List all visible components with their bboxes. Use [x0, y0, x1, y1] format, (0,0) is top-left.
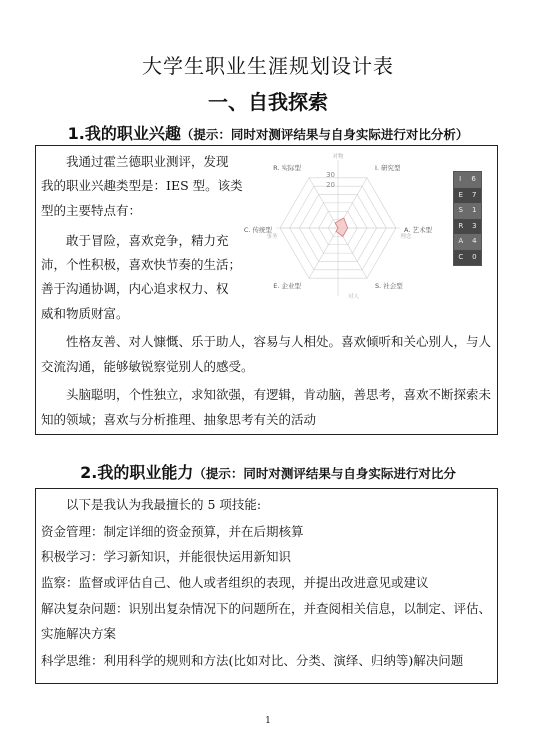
legend-row	[454, 250, 481, 266]
interest-line: 我通过霍兰德职业测评，发现	[66, 154, 229, 169]
radar-dimension-label: 理念	[400, 234, 412, 240]
ability-heading-main: 2.我的职业能力	[80, 463, 194, 482]
ability-line: 科学思维：利用科学的规则和方法(比如对比、分类、演绎、归纳等)解决问题	[41, 653, 464, 668]
interest-line: 性格友善、对人慷慨、乐于助人，容易与人相处。喜欢倾听和关心别人，与人	[66, 334, 492, 349]
radar-axis-label: E. 企业型	[273, 282, 301, 291]
ability-line: 资金管理：制定详细的资金预算，并在后期核算	[41, 524, 304, 539]
legend-value: 3	[472, 221, 477, 230]
legend-value: 7	[472, 190, 477, 199]
ability-line: 监察：监督或评估自己、他人或者组织的表现，并提出改进意见或建议	[41, 575, 429, 590]
ability-line: 以下是我认为我最擅长的 5 项技能:	[66, 497, 262, 512]
interest-box	[35, 145, 498, 435]
radar-axis-label: R. 实际型	[273, 163, 301, 172]
section-title: 一、自我探索	[208, 90, 328, 114]
ability-box	[35, 488, 498, 684]
holland-radar-chart	[243, 148, 432, 306]
radar-scale-label: 30	[326, 171, 335, 179]
interest-line: 善于沟通协调，内心追求权力、权	[41, 281, 229, 296]
ranking-legend	[453, 171, 482, 266]
legend-row	[454, 172, 481, 188]
interest-line: 型的主要特点有：	[41, 203, 142, 218]
interest-heading-main: 1.我的职业兴趣	[67, 124, 181, 143]
radar-scale-label: 20	[326, 181, 335, 189]
legend-value: 1	[472, 206, 477, 214]
interest-line: 敢于冒险，喜欢竞争，精力充	[66, 233, 229, 248]
document-title: 大学生职业生涯规划设计表	[142, 54, 394, 78]
ability-line: 积极学习：学习新知识，并能很快运用新知识	[41, 549, 292, 564]
interest-line: 头脑聪明，个性独立，求知欲强，有逻辑，肯动脑，善思考，喜欢不断探索未	[66, 387, 492, 402]
legend-code: R	[458, 221, 464, 230]
legend-row	[454, 188, 481, 204]
legend-value: 4	[472, 237, 477, 245]
interest-line: 我的职业兴趣类型是：IES 型。该类	[41, 178, 243, 193]
radar-axis-label: C. 传统型	[243, 226, 272, 234]
ability-line: 实施解决方案	[41, 626, 117, 641]
legend-value: 6	[471, 175, 476, 183]
interest-line: 沛，个性积极，喜欢快节奏的生活；	[41, 257, 242, 272]
interest-heading-hint: （提示：同时对测评结果与自身实际进行对比分析）	[180, 127, 469, 142]
legend-value: 0	[472, 252, 477, 261]
interest-line: 交流沟通，能够敏锐察觉别人的感受。	[41, 359, 254, 374]
interest-heading	[0, 121, 536, 144]
legend-row	[454, 219, 481, 235]
radar-dimension-label: 对物	[332, 154, 344, 160]
interest-line: 知的领域；喜欢与分析推理、抽象思考有关的活动	[41, 412, 317, 427]
legend-code: E	[458, 190, 463, 199]
ability-heading-hint: （提示：同时对测评结果与自身实际进行对比分	[193, 466, 456, 481]
legend-code: S	[458, 206, 463, 214]
radar-score-area	[335, 218, 348, 236]
radar-dimension-label: 事务	[266, 234, 278, 240]
legend-code: C	[458, 252, 464, 261]
interest-line: 威和物质财富。	[41, 306, 129, 321]
ability-line: 解决复杂问题：识别出复杂情况下的问题所在，并查阅相关信息，以制定、评估、	[41, 601, 492, 616]
legend-row	[454, 203, 481, 219]
radar-axis-label: A. 艺术型	[404, 226, 432, 234]
legend-code: A	[458, 237, 464, 245]
legend-row	[454, 234, 481, 250]
radar-dimension-label: 对人	[348, 294, 360, 300]
page-number: 1	[265, 716, 271, 726]
radar-axis-label: S. 社会型	[375, 282, 403, 291]
radar-axis-label: I. 研究型	[375, 163, 401, 172]
ability-heading	[0, 460, 536, 483]
legend-code: I	[459, 175, 462, 183]
